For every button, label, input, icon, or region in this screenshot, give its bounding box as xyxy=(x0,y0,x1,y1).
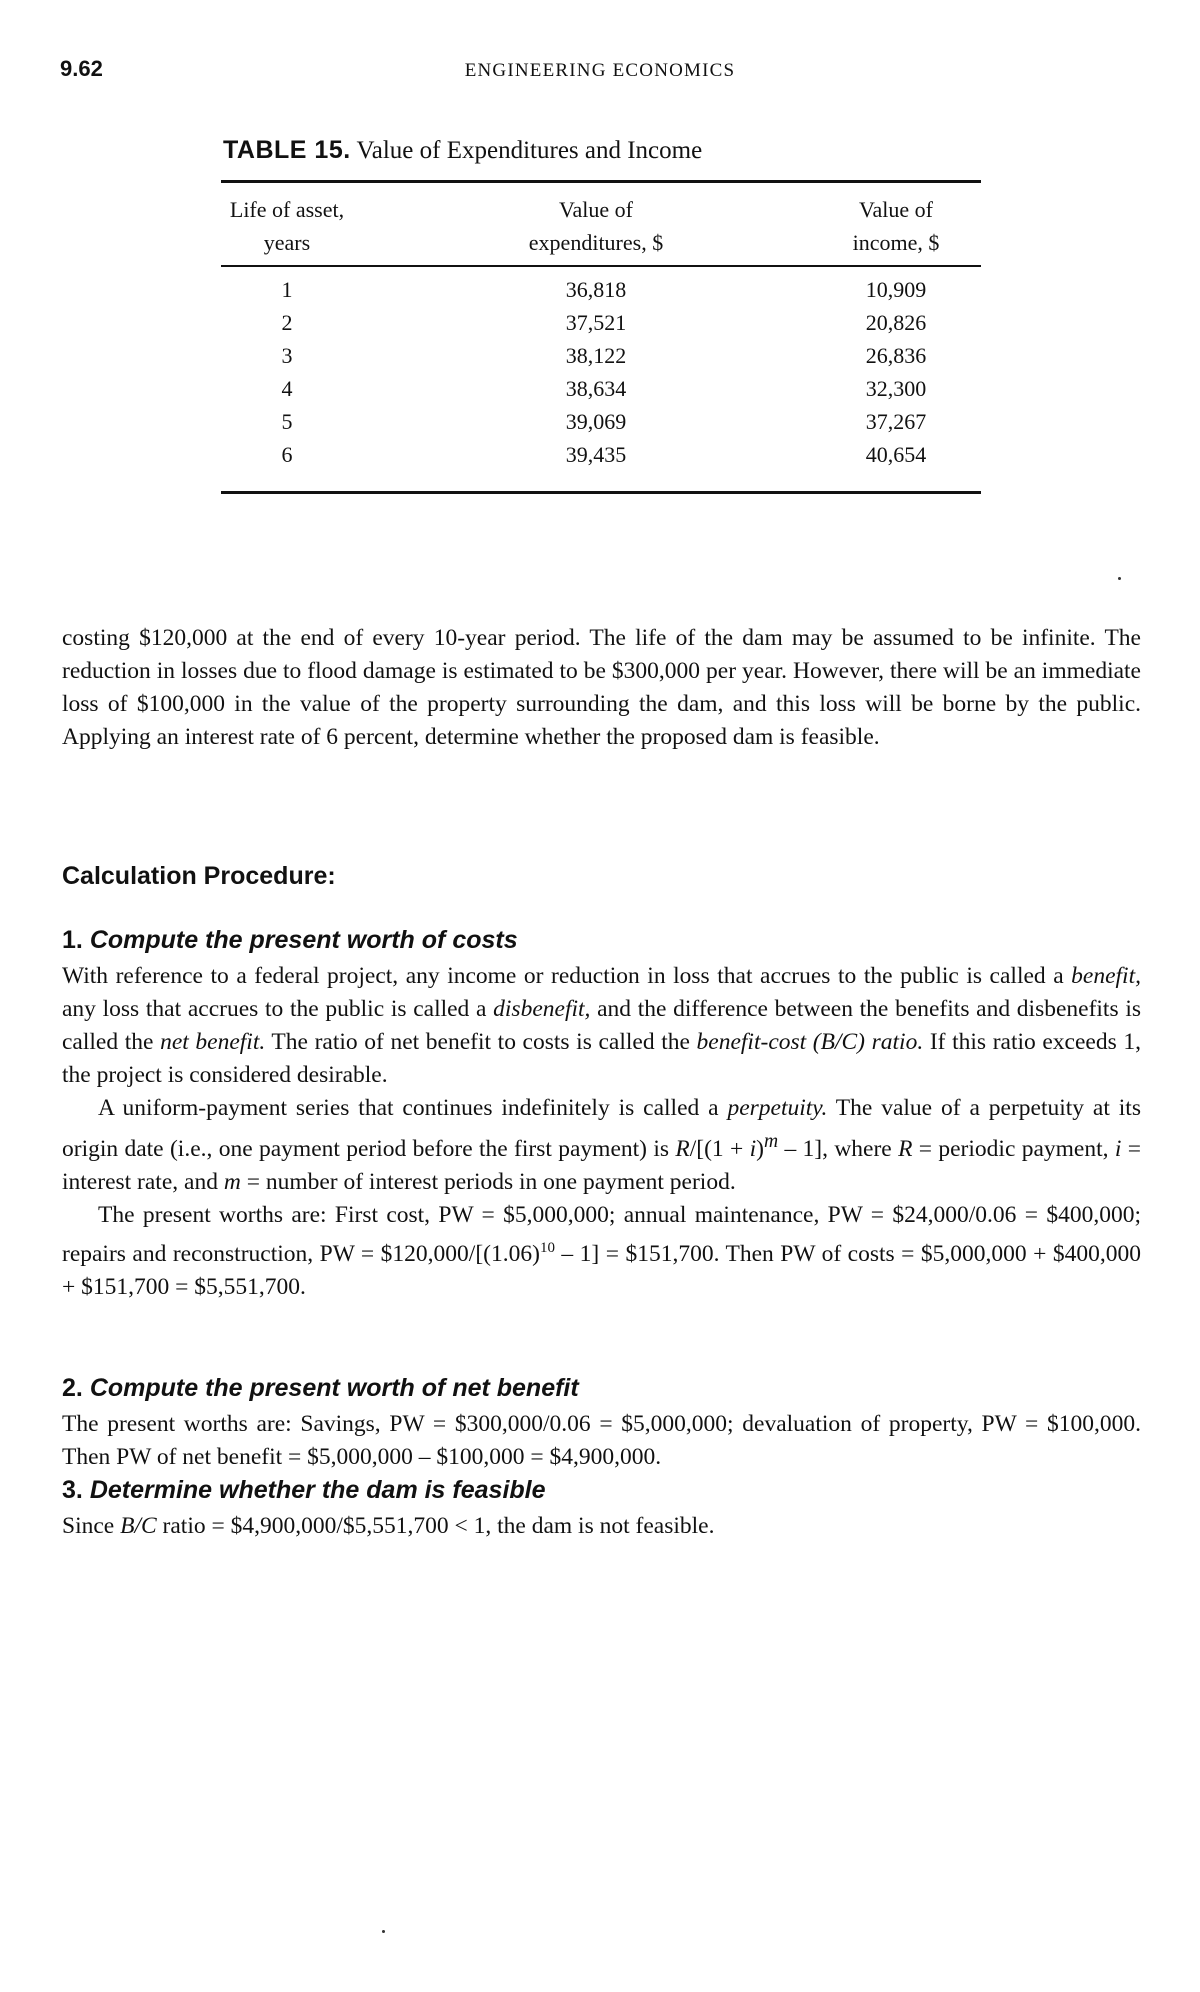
cell-expenditures: 39,069 xyxy=(565,409,627,434)
perpetuity-paragraph: A uniform-payment series that continues indefinitely is called a perpetuity. The value of a perpetuity at its origin date (i.e., one payment period before the first payment) is $R/[(1 + i)^m - 1]$, where R = periodic payment, i = interest rate, and m = number of interest periods in one payment period. xyxy=(62,1095,1141,1195)
table-header xyxy=(221,183,981,265)
cell-income: 26,836 xyxy=(865,343,927,368)
column-header-expenditures: Value of expenditures, $ xyxy=(528,197,664,255)
step-title: Compute the present worth of net benefit xyxy=(89,1374,579,1402)
column-header-life: Life of asset, years xyxy=(229,197,345,255)
cell-income: 20,826 xyxy=(865,310,927,335)
definitions-paragraph: With reference to a federal project, any income or reduction in loss that accrues to the public is called a benefit, any loss that accrues to the public is called a disbenefit, and the difference between the benefits and disbenefits is called the net benefit. The ratio of net benefit to costs is called the benefit-cost (B/C) ratio. If this ratio exceeds 1, the project is considered desirable. xyxy=(62,963,1141,1088)
table-row xyxy=(221,409,981,442)
column-header-income: Value of income, $ xyxy=(852,197,940,255)
running-title: ENGINEERING ECONOMICS xyxy=(464,60,736,81)
table-body xyxy=(221,267,981,491)
table-caption xyxy=(223,136,702,165)
step-title: Compute the present worth of costs xyxy=(89,926,518,954)
present-worth-costs-paragraph: The present worths are: First cost, PW = $5,000,000; annual maintenance, PW = $24,000/0.06 = $400,000; repairs and reconstruction, PW = $\$120,000/[(1.06)^{10} - 1]$ = $151,700. Then PW of costs = $5,000,000 + $400,000 + $151,700 = $5,551,700. xyxy=(62,1201,1141,1300)
cell-expenditures: 38,634 xyxy=(565,376,627,401)
page-number: 9.62 xyxy=(60,56,103,81)
step-2-body: The present worths are: Savings, PW = $300,000/0.06 = $5,000,000; devaluation of property, PW = $100,000. Then PW of net benefit = $5,000,000 – $100,000 = $4,900,000. xyxy=(62,1411,1141,1470)
cell-life: 1 xyxy=(281,277,293,302)
table-row xyxy=(221,343,981,376)
cell-income: 32,300 xyxy=(865,376,927,401)
step-2-heading xyxy=(62,1374,579,1403)
cell-life: 6 xyxy=(281,442,293,467)
cell-income: 37,267 xyxy=(865,409,927,434)
step-number: 2. xyxy=(62,1374,83,1402)
cell-life: 2 xyxy=(281,310,293,335)
stray-mark xyxy=(382,1930,385,1933)
step-number: 1. xyxy=(62,926,83,954)
table-row xyxy=(221,310,981,343)
procedure-heading: Calculation Procedure: xyxy=(62,862,336,890)
stray-mark xyxy=(1118,577,1121,580)
cell-expenditures: 36,818 xyxy=(565,277,627,302)
step-3-heading xyxy=(62,1476,546,1505)
cell-life: 5 xyxy=(281,409,293,434)
step-3-body: Since B/C ratio = $4,900,000/$5,551,700 < 1, the dam is not feasible. xyxy=(62,1513,715,1539)
table-row xyxy=(221,277,981,310)
expenditure-income-table xyxy=(221,180,981,494)
cell-expenditures: 37,521 xyxy=(565,310,627,335)
step-number: 3. xyxy=(62,1476,83,1504)
step-1-body xyxy=(62,960,1141,1304)
cell-life: 3 xyxy=(281,343,293,368)
cell-expenditures: 38,122 xyxy=(565,343,627,368)
intro-paragraph: costing $120,000 at the end of every 10-year period. The life of the dam may be assumed to be infinite. The reduction in losses due to flood damage is estimated to be $300,000 per year. However, there will be an immediate loss of $100,000 in the value of the property surrounding the dam, and this loss will be borne by the public. Applying an interest rate of 6 percent, determine whether the proposed dam is feasible. xyxy=(62,625,1141,750)
table-bottom-rule xyxy=(221,491,981,494)
table-label: TABLE 15. xyxy=(223,136,351,164)
table-title: Value of Expenditures and Income xyxy=(356,137,703,164)
cell-life: 4 xyxy=(281,376,293,401)
table-row xyxy=(221,376,981,409)
table-row xyxy=(221,442,981,475)
cell-income: 10,909 xyxy=(865,277,927,302)
cell-expenditures: 39,435 xyxy=(565,442,627,467)
cell-income: 40,654 xyxy=(865,442,927,467)
step-title: Determine whether the dam is feasible xyxy=(89,1476,546,1504)
step-1-heading xyxy=(62,926,518,955)
